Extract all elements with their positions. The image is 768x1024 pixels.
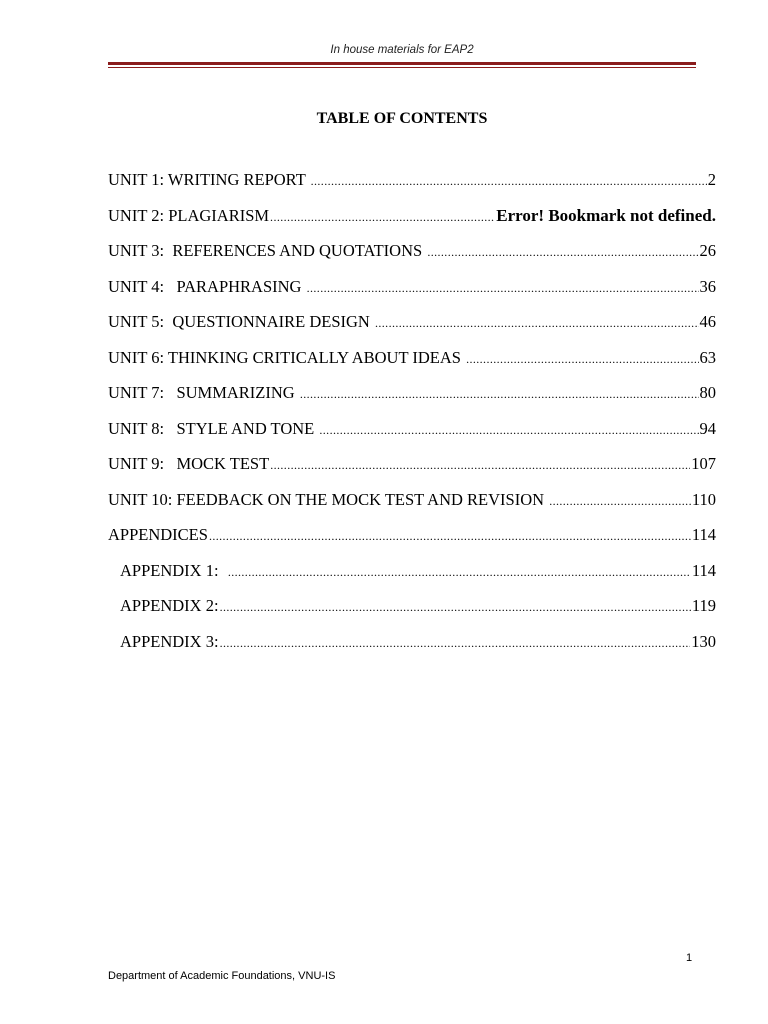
toc-dot-leader xyxy=(220,636,691,651)
toc-entry[interactable] xyxy=(108,561,716,597)
toc-dot-leader xyxy=(427,245,698,260)
toc-dot-leader xyxy=(375,316,699,331)
toc-dot-leader xyxy=(220,600,691,615)
toc-entry[interactable] xyxy=(108,419,716,455)
toc-dot-leader xyxy=(311,174,707,189)
header-rule-thick xyxy=(108,62,696,65)
toc-entry[interactable] xyxy=(108,490,716,526)
toc-entry-label: UNIT 2: PLAGIARISM xyxy=(108,205,270,225)
toc-entry[interactable] xyxy=(108,241,716,277)
toc-entry-page: 107 xyxy=(691,454,716,473)
toc-entry-label: APPENDIX 1: xyxy=(120,560,227,580)
toc-entry-label: UNIT 4: PARAPHRASING xyxy=(108,276,306,296)
toc-entry[interactable] xyxy=(108,170,716,206)
toc-title: TABLE OF CONTENTS xyxy=(316,110,488,127)
toc-entry-page: 130 xyxy=(691,631,716,651)
toc-dot-leader xyxy=(270,458,690,473)
toc-entry-label: APPENDIX 2: xyxy=(120,596,219,615)
toc-entry-page: 94 xyxy=(699,418,716,438)
toc-dot-leader xyxy=(319,423,698,438)
toc-dot-leader xyxy=(466,352,698,367)
toc-entry-label: APPENDICES xyxy=(108,525,208,544)
toc-entry-label: UNIT 1: WRITING REPORT xyxy=(108,170,310,189)
toc-dot-leader xyxy=(307,281,699,296)
toc-entry-page: 63 xyxy=(699,347,716,367)
toc-entry[interactable] xyxy=(108,454,716,490)
toc-entry-label: UNIT 10: FEEDBACK ON THE MOCK TEST AND REVISION xyxy=(108,489,549,509)
toc-entry-label: UNIT 5: QUESTIONNAIRE DESIGN xyxy=(108,312,374,331)
toc-entry-label: UNIT 9: MOCK TEST xyxy=(108,454,270,473)
footer-text: Department of Academic Foundations, VNU-IS xyxy=(108,970,336,982)
toc-entry[interactable] xyxy=(108,206,716,242)
toc-entry-label: UNIT 3: REFERENCES AND QUOTATIONS xyxy=(108,241,427,260)
toc-entry[interactable] xyxy=(108,277,716,313)
toc-entry[interactable] xyxy=(108,348,716,384)
running-header: In house materials for EAP2 xyxy=(330,44,474,56)
toc-entry-error: Error! Bookmark not defined. xyxy=(496,205,716,225)
toc-entry[interactable] xyxy=(108,383,716,419)
toc-entry-page: 114 xyxy=(691,525,716,544)
toc-entry[interactable] xyxy=(108,525,716,561)
toc-entry-page: 114 xyxy=(691,560,716,580)
toc-entry[interactable] xyxy=(108,596,716,632)
toc-dot-leader xyxy=(209,529,691,544)
toc-entry-page: 110 xyxy=(691,489,716,509)
header-rule-thin xyxy=(108,67,696,68)
toc-entry-page: 46 xyxy=(699,312,716,331)
toc-entry-page: 36 xyxy=(699,276,716,296)
toc-dot-leader xyxy=(300,387,699,402)
toc-entry[interactable] xyxy=(108,312,716,348)
toc-dot-leader xyxy=(549,494,691,509)
toc-entry-page: 2 xyxy=(707,170,716,189)
toc-entry-label: UNIT 8: STYLE AND TONE xyxy=(108,418,319,438)
toc-list xyxy=(108,170,716,667)
toc-entry-label: UNIT 6: THINKING CRITICALLY ABOUT IDEAS xyxy=(108,347,466,367)
page-number: 1 xyxy=(686,952,693,964)
toc-entry-page: 80 xyxy=(699,383,716,402)
toc-entry[interactable] xyxy=(108,632,716,668)
toc-entry-page: 119 xyxy=(691,596,716,615)
toc-entry-page: 26 xyxy=(699,241,716,260)
toc-entry-label: APPENDIX 3: xyxy=(120,631,219,651)
toc-dot-leader xyxy=(270,210,495,225)
toc-entry-label: UNIT 7: SUMMARIZING xyxy=(108,383,299,402)
toc-dot-leader xyxy=(228,565,691,580)
